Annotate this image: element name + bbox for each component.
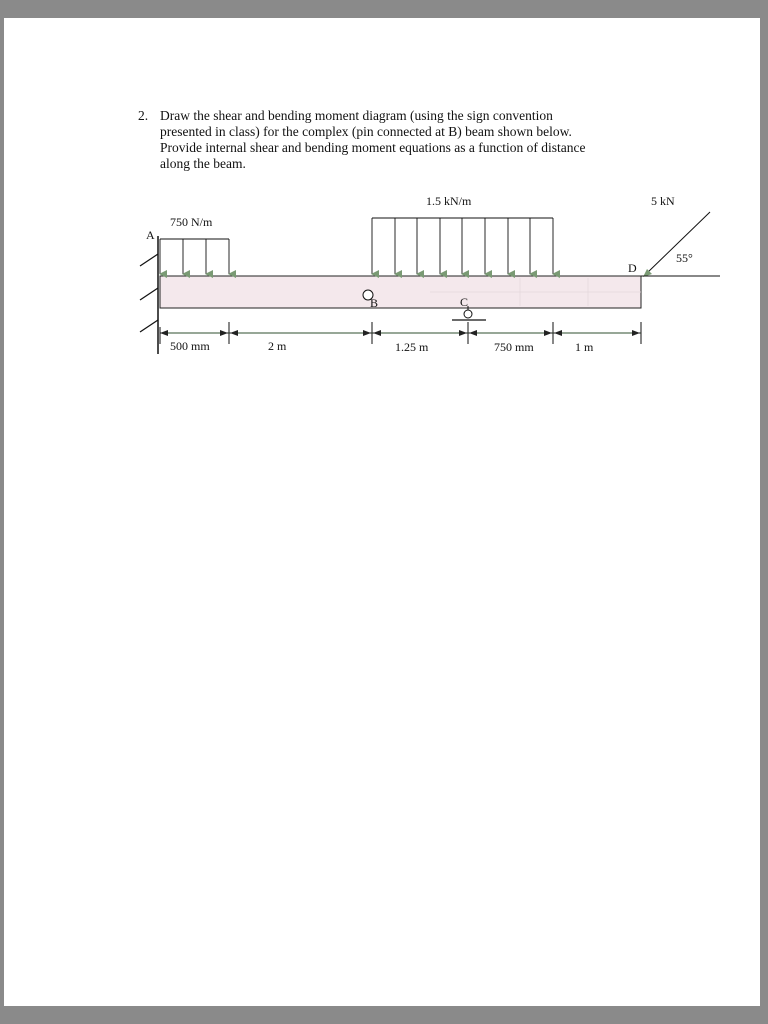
label-dim-1m: 1 m [575, 340, 594, 354]
point-load-d [641, 212, 720, 277]
problem-line: presented in class) for the complex (pin connected at B) beam shown below. [160, 124, 572, 139]
problem-line: along the beam. [160, 156, 246, 171]
distributed-load-left [160, 239, 229, 274]
fixed-support [140, 236, 158, 354]
distributed-load-mid [372, 218, 553, 274]
label-point-a: A [146, 228, 155, 242]
label-load-5kn: 5 kN [651, 194, 675, 208]
label-angle: 55° [676, 251, 693, 265]
label-point-c: C [460, 295, 469, 309]
label-dim-500mm: 500 mm [170, 339, 210, 353]
label-dim-750mm: 750 mm [494, 340, 534, 354]
problem-line: Provide internal shear and bending moment equations as a function of distance [160, 140, 586, 155]
problem-line: Draw the shear and bending moment diagram (using the sign convention [160, 108, 553, 123]
label-dim-2m: 2 m [268, 339, 287, 353]
label-load-1-5: 1.5 kN/m [426, 194, 472, 208]
label-point-b: B [370, 296, 379, 310]
problem-number: 2. [138, 108, 149, 123]
label-dim-1-25m: 1.25 m [395, 340, 429, 354]
label-point-d: D [628, 261, 637, 275]
label-load-750: 750 N/m [170, 215, 213, 229]
